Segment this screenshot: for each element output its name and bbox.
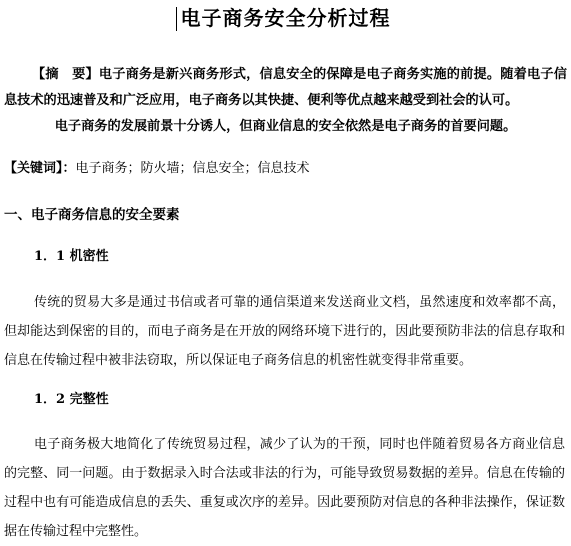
- keywords-value: 电子商务；防火墙；信息安全；信息技术: [75, 161, 310, 176]
- abstract-text: 【摘 要】电子商务是新兴商务形式，信息安全的保障是电子商务实施的前提。随着电子信息技术的迅速普及和广泛应用，电子商务以其快捷、便利等优点越来越受到社会的认可。: [4, 67, 567, 108]
- subsection-heading-confidentiality: 1．1 机密性: [34, 249, 109, 264]
- subsection-heading-integrity: 1．2 完整性: [34, 392, 109, 407]
- abstract: [4, 62, 567, 140]
- keywords-label: 【关键词】：: [4, 161, 76, 176]
- section-heading: 一、电子商务信息的安全要素: [4, 207, 180, 223]
- abstract-text-last-line: 电子商务的发展前景十分诱人，但商业信息的安全依然是电子商务的首要问题。: [54, 119, 517, 134]
- document-title: 电子商务安全分析过程: [180, 6, 391, 30]
- keywords: [4, 158, 310, 180]
- paragraph-integrity: 电子商务极大地简化了传统贸易过程，减少了认为的干预，同时也伴随着贸易各方商业信息的完整、同一问题。由于数据录入时合法或非法的行为，可能导致贸易数据的差异。信息在传输的过程中也有可能造成信息的丢失、重复或次序的差异。因此要预防对信息的各种非法操作，保证数据在传输过程中完整性。: [4, 437, 565, 539]
- paragraph-confidentiality: 传统的贸易大多是通过书信或者可靠的通信渠道来发送商业文档，虽然速度和效率都不高，但却能达到保密的目的，而电子商务是在开放的网络环境下进行的，因此要预防非法的信息存取和信息在传输过程中被非法窃取，所以保证电子商务信息的机密性就变得非常重要。: [4, 295, 565, 368]
